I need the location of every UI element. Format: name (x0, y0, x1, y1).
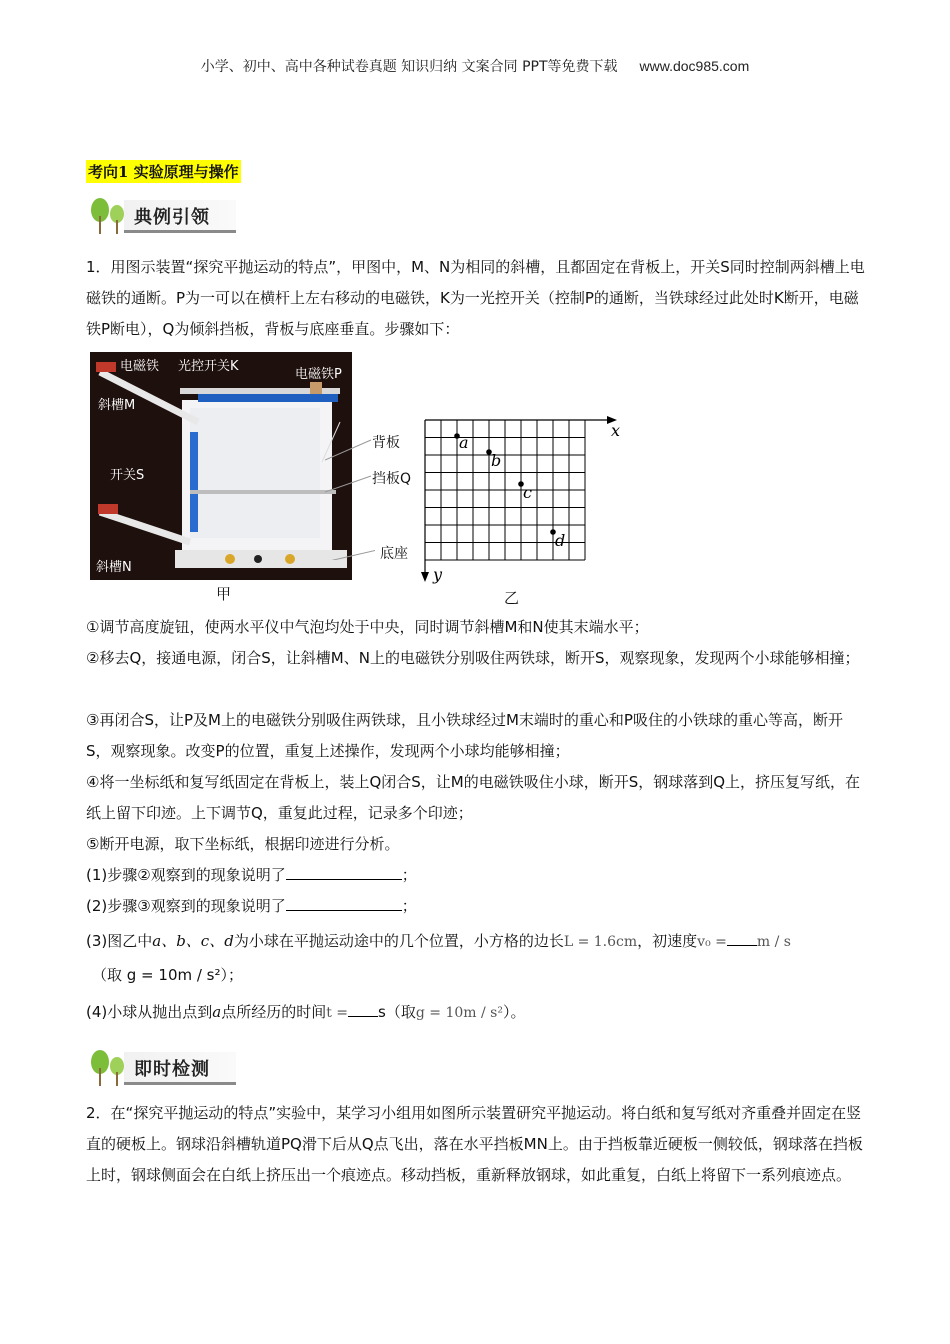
sub-3-g: （取 g = 10m / s²）； (92, 966, 244, 984)
sub-1: (1)步骤②观察到的现象说明了 ； (86, 860, 866, 891)
sub-4: (4)小球从抛出点到a点所经历的时间t = s（取g = 10m / s²）。 (86, 997, 866, 1029)
caption-yi: 乙 (504, 589, 520, 607)
label-d: d (555, 531, 566, 550)
step-1: ①调节高度旋钮，使两水平仪中气泡均处于中央，同时调节斜槽M和N使其末端水平； (86, 618, 649, 636)
axis-y-label: y (433, 565, 443, 584)
banner-examples (86, 196, 236, 236)
answer-blank-2[interactable] (286, 894, 402, 911)
sub-2: (2)步骤③观察到的现象说明了 ； (86, 891, 866, 922)
header-url[interactable]: www.doc985.com (639, 58, 750, 74)
answer-blank-3[interactable] (727, 929, 757, 946)
label-c: c (523, 483, 532, 502)
q2-text: 2．在“探究平抛运动的特点”实验中，某学习小组用如图所示装置研究平抛运动。将白纸和复写纸对齐重叠并固定在竖直的硬板上。钢球沿斜槽轨道PQ滑下后从Q点飞出，落在水平挡板MN上。由于挡板靠近硬板一侧较低，钢球落在挡板上时，钢球侧面会在白纸上挤压出一个痕迹点。移动挡板，重新释放钢球，如此重复，白纸上将留下一系列痕迹点。 (86, 1104, 863, 1184)
trajectory-grid (395, 410, 635, 610)
q1-intro: 1．用图示装置“探究平抛运动的特点”，甲图中，M、N为相同的斜槽，且都固定在背板上，开关S同时控制两斜槽上电磁铁的通断。P为一可以在横杆上左右移动的电磁铁，K为一光控开关（控制P的通断，当铁球经过此处时K断开，电磁铁P断电），Q为倾斜挡板，背板与底座垂直。步骤如下： (86, 258, 865, 338)
step-3: ③再闭合S，让P及M上的电磁铁分别吸住两铁球，且小铁球经过M末端时的重心和P吸住的小铁球的重心等高，断开S，观察现象。改变P的位置，重复上述操作，发现两个小球均能够相撞； (86, 711, 843, 760)
apparatus-photo (90, 352, 352, 580)
label-m: 斜槽M (98, 398, 136, 413)
label-a: a (459, 433, 469, 452)
step-4: ④将一坐标纸和复写纸固定在背板上，装上Q闭合S，让M的电磁铁吸住小球，断开S，钢球落到Q上，挤压复写纸，在纸上留下印迹。上下调节Q，重复此过程，记录多个印迹； (86, 773, 861, 822)
step-5: ⑤断开电源，取下坐标纸，根据印迹进行分析。 (86, 835, 400, 853)
leader-lines (325, 430, 375, 560)
page-header (0, 56, 950, 76)
caption-jia: 甲 (216, 585, 232, 603)
label-em: 电磁铁 (120, 359, 160, 374)
banner-check (86, 1048, 236, 1088)
sub-3: (3)图乙中a、b、c、d为小球在平抛运动途中的几个位置，小方格的边长L = 1.6cm，初速度v₀ = m / s (86, 926, 866, 958)
answer-blank-4[interactable] (348, 1000, 378, 1017)
banner-label: 典例引领 (134, 207, 210, 228)
label-s: 开关S (110, 468, 145, 483)
header-text: 小学、初中、高中各种试卷真题 知识归纳 文案合同 PPT等免费下载 (200, 59, 618, 75)
label-back: 背板 (372, 435, 400, 451)
label-k: 光控开关K (178, 359, 239, 374)
label-n: 斜槽N (96, 560, 132, 575)
axis-x-label: x (611, 421, 621, 440)
label-b: b (491, 451, 502, 470)
banner-label: 即时检测 (134, 1059, 210, 1080)
step-2: ②移去Q，接通电源，闭合S，让斜槽M、N上的电磁铁分别吸住两铁球，断开S，观察现象，发现两个小球能够相撞； (86, 649, 860, 667)
label-q: 挡板Q (372, 471, 412, 487)
section-title: 考向1 实验原理与操作 (86, 160, 241, 183)
answer-blank-1[interactable] (286, 863, 402, 880)
label-base: 底座 (380, 546, 408, 562)
label-p: 电磁铁P (295, 367, 342, 382)
